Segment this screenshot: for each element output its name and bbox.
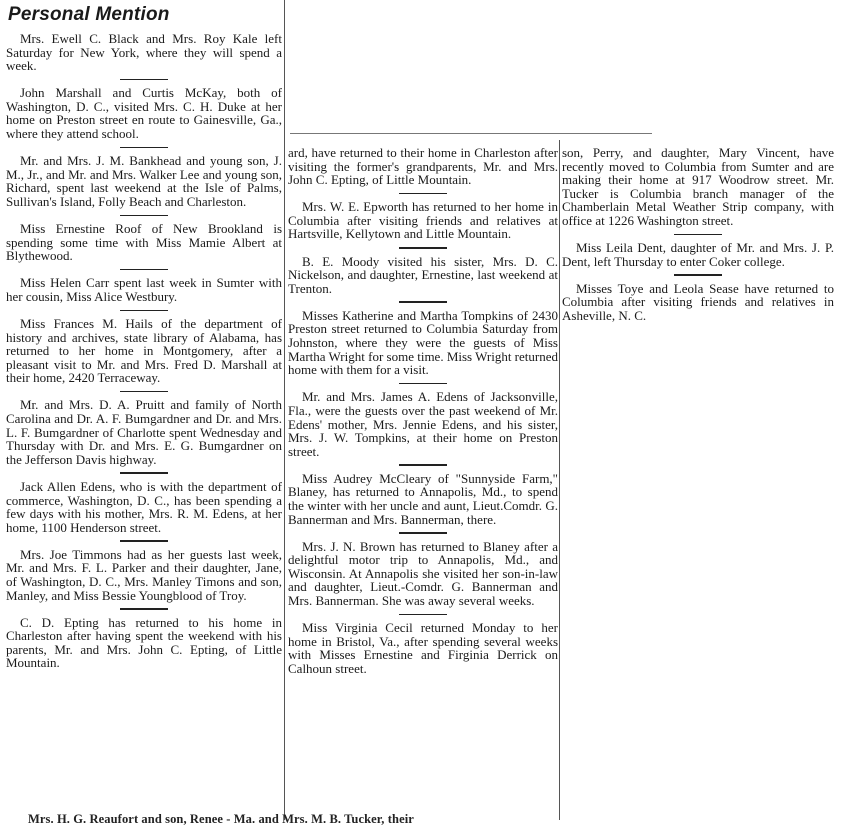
top-rule <box>290 133 652 134</box>
item-divider <box>120 147 168 149</box>
news-item: Misses Toye and Leola Sease have returned to Columbia after visiting friends and relatives in Asheville, N. C. <box>562 280 834 323</box>
news-item: Mrs. J. N. Brown has returned to Blaney after a delightful motor trip to Annapolis, Md., and Wisconsin. At Annapolis she visited her son-in-law and daughter, Lieut.-Comdr. G. Bannerman and Mrs. Bannerman. She was away several weeks. <box>288 538 558 609</box>
news-item: Miss Audrey McCleary of "Sunnyside Farm," Blaney, has returned to Annapolis, Md., to spend the winter with her uncle and aunt, Lieut.Comdr. G. Bannerman and Mrs. Bannerman, there. <box>288 470 558 527</box>
news-item: Miss Frances M. Hails of the department of history and archives, state library of Alabama, has returned to her home in Montgomery, after a pleasant visit to Mr. and Mrs. Fred D. Marshall at their home, 2420 Terraceway. <box>6 316 282 386</box>
item-divider <box>399 532 447 534</box>
item-divider <box>674 234 722 236</box>
column-rule-right <box>559 140 560 820</box>
section-heading: Personal Mention <box>8 4 170 25</box>
column-rule-left <box>284 0 285 820</box>
item-divider <box>399 301 447 303</box>
item-divider <box>399 614 447 616</box>
news-item: Jack Allen Edens, who is with the department of commerce, Washington, D. C., has been spending a few days with his mother, Mrs. R. M. Edens, at her home, 1100 Henderson street. <box>6 478 282 535</box>
news-item: B. E. Moody visited his sister, Mrs. D. C. Nickelson, and daughter, Ernestine, last weekend at Trenton. <box>288 253 558 296</box>
news-item: Mr. and Mrs. J. M. Bankhead and young son, J. M., Jr., and Mr. and Mrs. Walker Lee and young son, Richard, spent last weekend at the Isle of Palms, Sullivan's Island, Folly Beach and Charleston. <box>6 153 282 209</box>
item-divider <box>120 215 168 217</box>
item-divider <box>120 310 168 312</box>
news-item: Mrs. W. E. Epworth has returned to her home in Columbia after visiting friends and relatives at Hartsville, Kellytown and Little Mountain. <box>288 199 558 242</box>
news-item: Miss Leila Dent, daughter of Mr. and Mrs. J. P. Dent, left Thursday to enter Coker college. <box>562 240 834 269</box>
item-divider <box>120 472 168 474</box>
news-item-continued: ard, have returned to their home in Charleston after visiting the former's grandparents, Mr. and Mrs. John C. Epting, of Little Mountain. <box>288 145 558 188</box>
item-divider <box>120 540 168 542</box>
item-divider <box>399 247 447 249</box>
column-3 <box>562 146 834 323</box>
news-item-continued: son, Perry, and daughter, Mary Vincent, have recently moved to Columbia from Sumter and are making their home at 917 Woodrow street. Mr. Tucker is Columbia branch manager of the Chamberlain Metal Weather Strip company, with office at 1226 Washington street. <box>562 145 834 228</box>
item-divider <box>120 391 168 393</box>
item-divider <box>399 464 447 466</box>
news-item: Mr. and Mrs. D. A. Pruitt and family of North Carolina and Dr. A. F. Bumgardner and Dr. and Mrs. L. F. Bumgardner of Charlotte spent Wednesday and Thursday with Dr. and Mrs. E. G. Bumgardner on the Jefferson Davis highway. <box>6 397 282 467</box>
news-item: C. D. Epting has returned to his home in Charleston after having spent the weekend with his parents, Mr. and Mrs. John C. Epting, of Little Mountain. <box>6 614 282 671</box>
news-item: Mrs. Joe Timmons had as her guests last week, Mr. and Mrs. F. L. Parker and their daughter, Jane, of Washington, D. C., Mrs. Manley Timons and son, Manley, and Miss Bessie Youngblood of Troy. <box>6 546 282 603</box>
column-1 <box>6 0 282 670</box>
item-divider <box>399 193 447 195</box>
news-item: Mrs. Ewell C. Black and Mrs. Roy Kale left Saturday for New York, where they will spend a week. <box>6 31 282 74</box>
item-divider <box>120 79 168 81</box>
news-item: Misses Katherine and Martha Tompkins of 2430 Preston street returned to Columbia Saturday from Johnston, where they were the guests of Miss Martha Wright for some time. Miss Wright returned home with them for a visit. <box>288 307 558 378</box>
cut-off-bottom-line: Mrs. H. G. Reaufort and son, Renee - Ma. and Mrs. M. B. Tucker, their <box>28 812 414 826</box>
item-divider <box>120 269 168 271</box>
news-item: Miss Helen Carr spent last week in Sumter with her cousin, Miss Alice Westbury. <box>6 275 282 304</box>
item-divider <box>120 608 168 610</box>
column-2 <box>288 146 558 676</box>
item-divider <box>399 383 447 385</box>
news-item: Miss Virginia Cecil returned Monday to her home in Bristol, Va., after spending several weeks with Misses Ernestine and Firginia Derrick on Calhoun street. <box>288 620 558 676</box>
news-item: Miss Ernestine Roof of New Brookland is spending some time with Miss Mamie Albert at Blythewood. <box>6 221 282 264</box>
news-item: John Marshall and Curtis McKay, both of Washington, D. C., visited Mrs. C. H. Duke at her home on Preston street en route to Gainesville, Ga., where they attend school. <box>6 85 282 142</box>
news-item: Mr. and Mrs. James A. Edens of Jacksonville, Fla., were the guests over the past weekend of Mr. Edens' mother, Mrs. Jennie Edens, and his sister, Mrs. J. W. Tompkins, at their home on Preston street. <box>288 389 558 459</box>
item-divider <box>674 274 722 276</box>
